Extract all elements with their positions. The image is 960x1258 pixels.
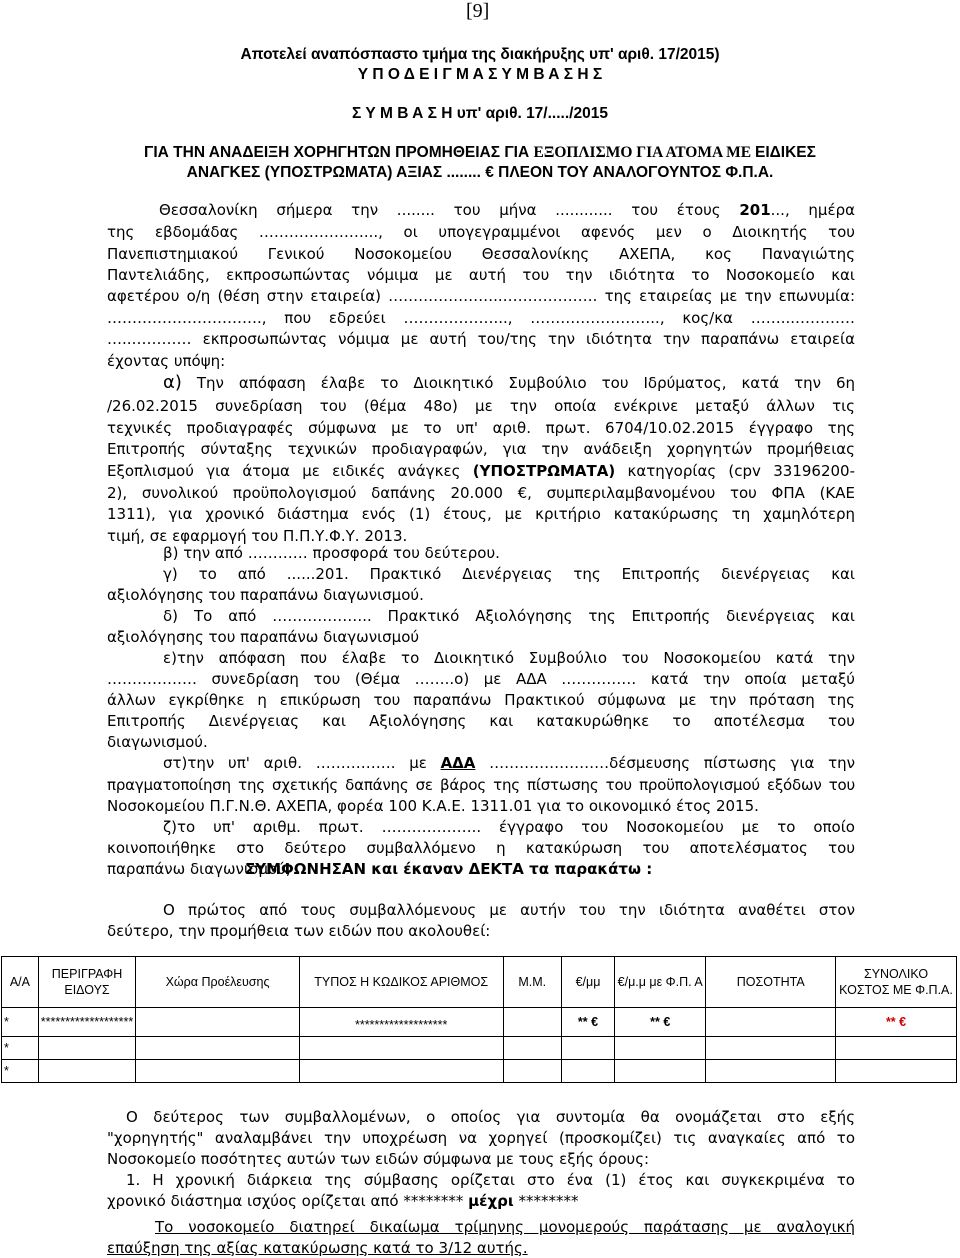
clause-st-line-1c: ……………………δέσμευσης πίστωσης για την xyxy=(475,754,855,772)
header-cell-total: ΣΥΝΟΛΙΚΟ ΚΟΣΤΟΣ ΜΕ Φ.Π.Α. xyxy=(836,957,957,1008)
clause-a-text: Την απόφαση έλαβε το Διοικητικό Συμβούλιο του Ιδρύματος, κατά την 6η xyxy=(181,374,855,392)
clause-st-ada: ΑΔΑ xyxy=(440,754,476,772)
header-line-2: Υ Π Ο Δ Ε Ι Γ Μ Α Σ Υ Μ Β Α Σ Η Σ xyxy=(357,66,603,83)
footer-line-5c: ******** xyxy=(513,1192,579,1210)
clause-z-line-1: ζ)το υπ' αριθμ. πρωτ. ……………….. έγγραφο του Νοσοκομείου με το οποίο xyxy=(163,818,855,836)
clause-g-line-2: αξιολόγησης του παραπάνω διαγωνισμού. xyxy=(107,586,424,604)
table-header-row xyxy=(2,957,957,1008)
clause-z-line-3: παραπάνω διαγωνισμού, xyxy=(107,860,291,878)
table-cell xyxy=(615,1060,706,1083)
header-line-3: Σ Υ Μ Β Α Σ Η υπ' αριθ. 17/...../2015 xyxy=(352,105,608,122)
clause-a-line-5 xyxy=(107,462,855,481)
header-cell-price: €/μμ xyxy=(562,957,615,1008)
clause-g-line-1: γ) το από ......201. Πρακτικό Διενέργειας της Επιτροπής διενέργειας και xyxy=(163,565,855,583)
table-cell: ******************* xyxy=(38,1008,135,1037)
table-cell xyxy=(503,1037,561,1060)
footer-line-5a: χρονικό διάστημα ισχύος ορίζεται από ******** xyxy=(107,1192,469,1210)
page-number: [9] xyxy=(466,0,490,22)
footer-line-4: 1. Η χρονική διάρκεια της σύμβασης ορίζεται στο ένα (1) έτος και συγκεκριμένα το xyxy=(126,1171,855,1189)
table-cell xyxy=(136,1037,300,1060)
clause-a-label: α) xyxy=(163,372,182,393)
clause-st-line-1a: στ)την υπ' αριθ. ……………. με xyxy=(163,754,441,772)
body-line-7: …..………… εκπροσωπώντας νόμιμα με αυτή του/της την ιδιότητα την παραπάνω εταιρεία xyxy=(107,330,855,348)
footer-line-1: Ο δεύτερος των συμβαλλομένων, ο οποίος για συντομία θα ονομάζεται στο εξής xyxy=(126,1108,855,1126)
table-cell: ** € xyxy=(615,1008,706,1037)
intro-line-2: δεύτερο, την προμήθεια των ειδών που ακολουθεί: xyxy=(107,922,491,940)
clause-a-line-7: 1311), για χρονικό διάστημα ενός (1) έτους, με κριτήριο κατακύρωσης τη χαμηλότερη xyxy=(107,505,855,523)
table-row xyxy=(2,1060,957,1083)
header-line-4a: ΓΙΑ ΤΗΝ ΑΝΑΔΕΙΞΗ ΧΟΡΗΓΗΤΩΝ ΠΡΟΜΗΘΕΙΑΣ ΓΙΑ xyxy=(144,144,534,161)
table-cell: ** € xyxy=(562,1008,615,1037)
clause-st-line-1 xyxy=(163,754,855,773)
table-cell: ** € xyxy=(836,1008,957,1037)
table-cell xyxy=(299,1060,503,1083)
footer-line-5 xyxy=(107,1192,855,1211)
body-line-1 xyxy=(107,201,855,220)
clause-d-line-2: αξιολόγησης του παραπάνω διαγωνισμού xyxy=(107,628,420,646)
body-line-5: αφετέρου ο/η (θέση στην εταιρεία) …………………..………………. της εταιρείας με την επωνυμία: xyxy=(107,287,855,305)
footer-line-7: επαύξηση της αξίας κατακύρωσης κατά το 3/12 αυτής. xyxy=(107,1239,528,1257)
header-line-1: Αποτελεί αναπόσπαστο τμήμα της διακήρυξης υπ' αριθ. 17/2015) xyxy=(240,46,720,63)
clause-e-line-2: ……………… συνεδρίαση του (Θέμα ……..ο) με ΑΔΑ …………… κατά την οποία μεταξύ xyxy=(107,670,855,688)
table-cell xyxy=(836,1037,957,1060)
clause-a-line-6: 2), συνολικού προϋπολογισμού δαπάνης 20.000 €, συμπεριλαμβανομένου του ΦΠΑ (ΚΑΕ xyxy=(107,484,855,502)
table-cell xyxy=(706,1037,836,1060)
footer-line-5-until: μέχρι xyxy=(468,1192,514,1210)
body-line-8: έχοντας υπόψη: xyxy=(107,352,226,370)
body-line-3: Πανεπιστημιακού Γενικού Νοσοκομείου Θεσσαλονίκης ΑΧΕΠΑ, κος Παναγιώτης xyxy=(107,245,855,263)
table-cell xyxy=(503,1060,561,1083)
intro-line-1: Ο πρώτος από τους συμβαλλόμενους με αυτήν του την ιδιότητα αναθέτει στον xyxy=(163,901,855,919)
table-cell xyxy=(562,1060,615,1083)
table-row xyxy=(2,1008,957,1037)
clause-a-line-2: /26.02.2015 συνεδρίαση του (θέμα 48ο) με την οποία ενέκρινε μεταξύ άλλων τις xyxy=(107,397,855,415)
table-cell xyxy=(615,1037,706,1060)
agreed-heading xyxy=(245,860,960,879)
clause-z-line-2: κοινοποιήθηκε στο δεύτερο συμβαλλόμενο η κατακύρωση του αποτελέσματος του xyxy=(107,839,855,857)
header-line-4b: ΕΞΟΠΛΙΣΜΟ ΓΙΑ ΑΤΟΜΑ ΜΕ xyxy=(533,144,756,161)
table-cell xyxy=(299,1037,503,1060)
footer-line-2: "χορηγητής" αναλαμβάνει την υποχρέωση να χορηγεί (προσκομίζει) τις αναγκαίες από το xyxy=(107,1129,855,1147)
clause-b: β) την από ………… προσφορά του δεύτερου. xyxy=(163,544,500,562)
clause-e-line-1: ε)την απόφαση που έλαβε το Διοικητικό Συμβούλιο του Νοσοκομείου κατά την xyxy=(163,649,855,667)
body-line-1-year: 201 xyxy=(739,201,771,219)
clause-e-line-3: άλλων εγκρίθηκε η επικύρωση του παραπάνω Πρακτικού σύμφωνα με την πρόταση της xyxy=(107,691,855,709)
table-cell: * xyxy=(2,1008,39,1037)
header-cell-aa: Α/Α xyxy=(2,957,39,1008)
header-line-4c: ΕΙΔΙΚΕΣ xyxy=(755,144,816,161)
table-cell xyxy=(503,1008,561,1037)
header-cell-description: ΠΕΡΙΓΡΑΦΗ ΕΙΔΟΥΣ xyxy=(38,957,135,1008)
header-cell-type-code: ΤΥΠΟΣ Η ΚΩΔΙΚΟΣ ΑΡΙΘΜΟΣ xyxy=(299,957,503,1008)
table-cell xyxy=(38,1060,135,1083)
header-line-4 xyxy=(0,143,960,162)
header-cell-price-vat: €/μ.μ με Φ.Π. Α xyxy=(615,957,706,1008)
agreed-heading-text: ΣΥΜΦΩΝΗΣΑΝ και έκαναν ΔΕΚΤΑ τα παρακάτω : xyxy=(245,860,653,878)
body-line-4: Παντελιάδης, εκπροσωπώντας νόμιμα με αυτή του την ιδιότητα το Νοσοκομείο και xyxy=(107,266,855,284)
clause-st-line-3: Νοσοκομείου Π.Γ.Ν.Θ. ΑΧΕΠΑ, φορέα 100 Κ.Α.Ε. 1311.01 για το οικονομικό έτος 2015. xyxy=(107,797,759,815)
table-cell: * xyxy=(2,1037,39,1060)
clause-d-line-1: δ) Το από ……………….. Πρακτικό Αξιολόγησης της Επιτροπής διενέργειας και xyxy=(163,607,855,625)
clause-a-line-3: τεχνικές προδιαγραφές σύμφωνα με το υπ' αριθ. πρωτ. 6704/10.02.2015 έγγραφο της xyxy=(107,419,855,437)
table-row xyxy=(2,1037,957,1060)
table-cell: ******************* xyxy=(299,1008,503,1037)
body-line-2: της εβδομάδας …………………..., οι υπογεγραμμένοι αφενός μεν ο Διοικητής του xyxy=(107,223,855,241)
items-table xyxy=(1,956,957,1083)
clause-a-line-8: τιμή, σε εφαρμογή του Π.Π.Υ.Φ.Υ. 2013. xyxy=(107,527,408,545)
clause-e-line-5: διαγωνισμού. xyxy=(107,733,208,751)
clause-a-line-1 xyxy=(163,373,855,393)
body-line-1b: ..., ημέρα xyxy=(770,201,855,219)
body-line-6: …………………………., που εδρεύει ………………..., …………………….., κος/κα ……...………… xyxy=(107,309,855,327)
table-cell xyxy=(836,1060,957,1083)
table-cell xyxy=(706,1008,836,1037)
header-cell-origin: Χώρα Προέλευσης xyxy=(136,957,300,1008)
clause-a-line-4: Επιτροπής σύνταξης τεχνικών προδιαγραφών, για την ανάδειξη χορηγητών προμήθειας xyxy=(107,440,855,458)
header-line-5: ΑΝΑΓΚΕΣ (ΥΠΟΣΤΡΩΜΑΤΑ) ΑΞΙΑΣ ........ € ΠΛΕΟΝ ΤΟΥ ΑΝΑΛΟΓΟΥΝΤΟΣ Φ.Π.Α. xyxy=(186,164,774,181)
clause-a-line-5b: (ΥΠΟΣΤΡΩΜΑΤΑ) xyxy=(472,462,616,480)
table-cell xyxy=(136,1060,300,1083)
table-cell: * xyxy=(2,1060,39,1083)
clause-a-line-5c: κατηγορίας (cpv 33196200- xyxy=(615,462,855,480)
table-cell xyxy=(706,1060,836,1083)
table-cell xyxy=(136,1008,300,1037)
clause-a-line-5a: Εξοπλισμού για άτομα με ειδικές ανάγκες xyxy=(107,462,473,480)
header-cell-quantity: ΠΟΣΟΤΗΤΑ xyxy=(706,957,836,1008)
clause-e-line-4: Επιτροπής Διενέργειας και Αξιολόγησης και κατακυρώθηκε το αποτέλεσμα του xyxy=(107,712,855,730)
footer-line-6: Το νοσοκομείο διατηρεί δικαίωμα τρίμηνης μονομερούς παράτασης με αναλογική xyxy=(155,1218,855,1236)
clause-st-line-2: πραγματοποίηση της σχετικής δαπάνης σε βάρος της πίστωσης του προϋπολογισμού εξόδων του xyxy=(107,776,855,794)
table-cell xyxy=(38,1037,135,1060)
header-cell-unit: Μ.Μ. xyxy=(503,957,561,1008)
footer-line-3: Νοσοκομείο ποσότητες αυτών των ειδών σύμφωνα με τους εξής όρους: xyxy=(107,1150,650,1168)
body-line-1a: Θεσσαλονίκη σήμερα την ........ του μήνα ............ του έτους xyxy=(159,201,740,219)
table-cell xyxy=(562,1037,615,1060)
